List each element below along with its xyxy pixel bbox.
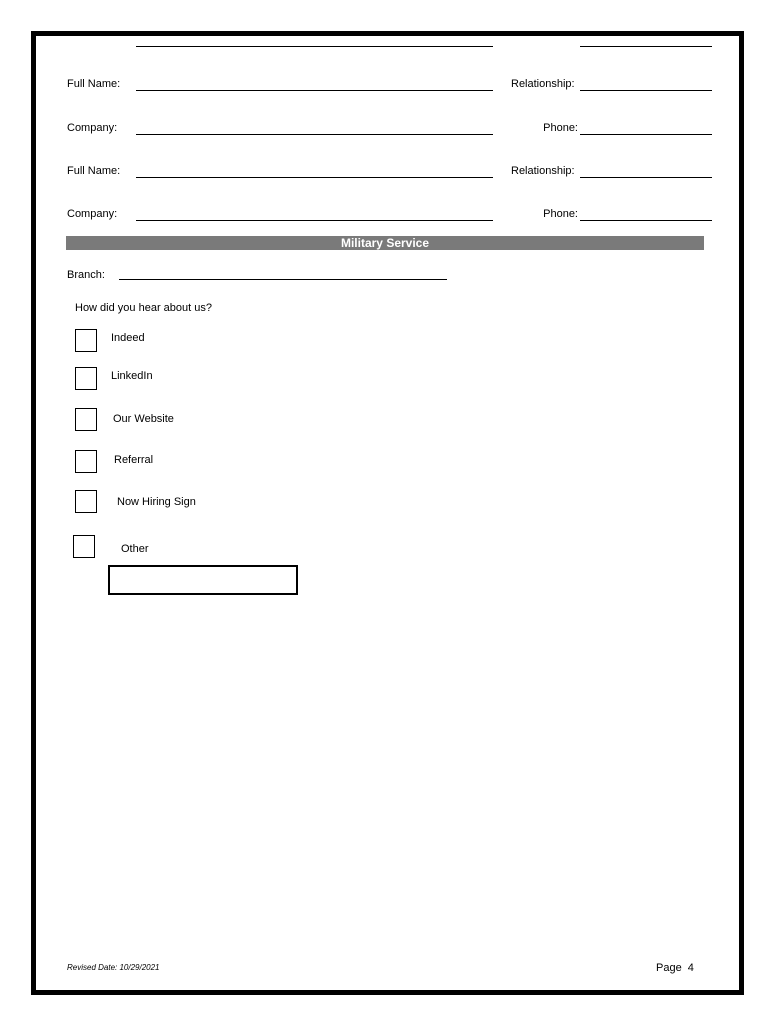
ref1-relationship-field[interactable] <box>580 90 712 91</box>
now-hiring-sign-label: Now Hiring Sign <box>117 496 196 508</box>
ref1-full-name-label: Full Name: <box>67 78 121 90</box>
ref1-full-name-field[interactable] <box>136 90 493 91</box>
referral-label: Referral <box>114 454 154 466</box>
ref2-full-name-field[interactable] <box>136 177 493 178</box>
ref1-phone-label: Phone: <box>543 122 578 134</box>
branch-label: Branch: <box>67 269 105 281</box>
referral-checkbox[interactable] <box>75 450 97 473</box>
other-label: Other <box>121 543 149 555</box>
ref2-relationship-label: Relationship: <box>511 165 575 177</box>
revised-date: Revised Date: 10/29/2021 <box>67 963 160 972</box>
indeed-checkbox[interactable] <box>75 329 97 352</box>
ref1-company-label: Company: <box>67 122 118 134</box>
ref2-company-field[interactable] <box>136 220 493 221</box>
now-hiring-sign-checkbox[interactable] <box>75 490 97 513</box>
branch-field[interactable] <box>119 279 447 280</box>
referral-question: How did you hear about us? <box>75 302 212 314</box>
page-number: Page 4 <box>656 962 694 974</box>
ref2-phone-label: Phone: <box>543 208 578 220</box>
top-field-line-right <box>580 46 712 47</box>
indeed-label: Indeed <box>111 332 145 344</box>
ref1-phone-field[interactable] <box>580 134 712 135</box>
ref1-company-field[interactable] <box>136 134 493 135</box>
ref2-phone-field[interactable] <box>580 220 712 221</box>
ref2-relationship-field[interactable] <box>580 177 712 178</box>
our-website-label: Our Website <box>113 413 174 425</box>
other-text-input[interactable] <box>108 565 298 595</box>
military-service-header: Military Service <box>66 236 704 250</box>
ref2-full-name-label: Full Name: <box>67 165 121 177</box>
ref1-relationship-label: Relationship: <box>511 78 575 90</box>
ref2-company-label: Company: <box>67 208 118 220</box>
our-website-checkbox[interactable] <box>75 408 97 431</box>
page-frame <box>31 31 744 995</box>
top-field-line-left <box>136 46 493 47</box>
linkedin-label: LinkedIn <box>111 370 153 382</box>
other-checkbox[interactable] <box>73 535 95 558</box>
linkedin-checkbox[interactable] <box>75 367 97 390</box>
